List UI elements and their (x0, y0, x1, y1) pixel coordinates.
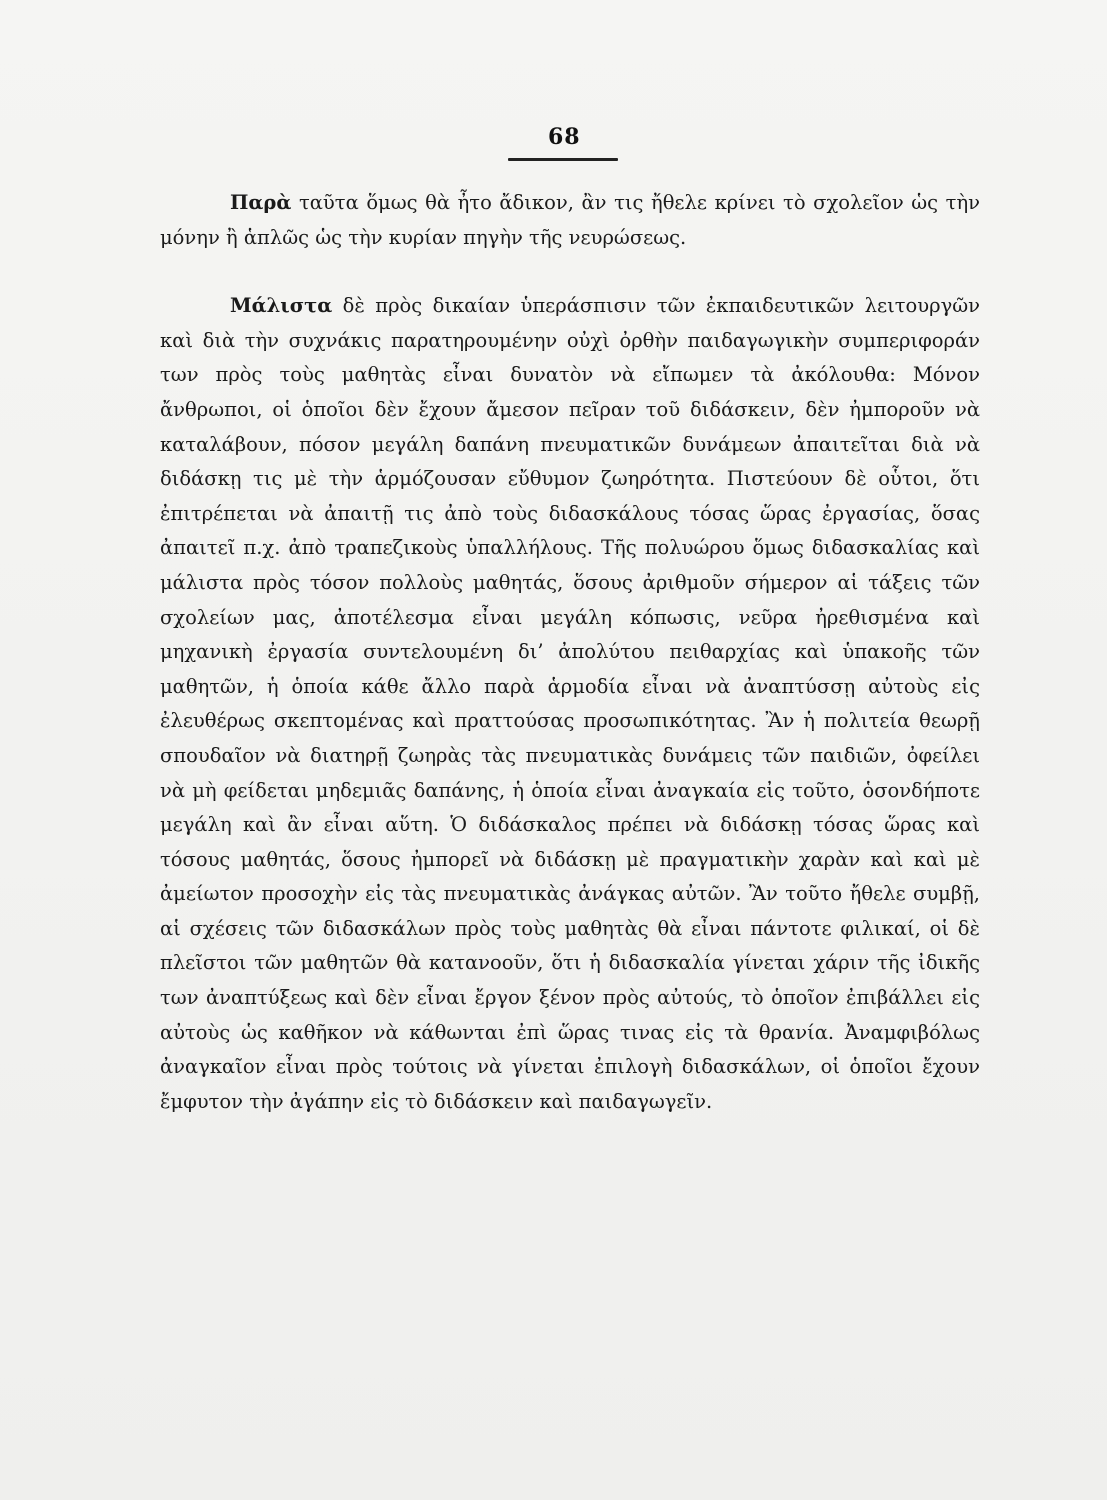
page-header (0, 110, 1107, 170)
paragraph-1 (160, 186, 980, 255)
paragraph-2 (160, 289, 980, 1119)
body-text (160, 186, 980, 1119)
paragraph-2-text: δὲ πρὸς δικαίαν ὑπεράσπισιν τῶν ἐκπαιδευτικῶν λειτουργῶν καὶ διὰ τὴν συχνάκις παρατηρουμένην οὐχὶ ὀρθὴν παιδαγωγικὴν συμπεριφοράν των πρὸς τοὺς μαθητὰς εἶναι δυνατὸν νὰ εἴπωμεν τὰ ἀκόλουθα: Μόνον ἄνθρωποι, οἱ ὁποῖοι δὲν ἔχουν ἄμεσον πεῖραν τοῦ διδάσκειν, δὲν ἠμποροῦν νὰ καταλάβουν, πόσον μεγάλη δαπάνη πνευματικῶν δυνάμεων ἀπαιτεῖται διὰ νὰ διδάσκῃ τις μὲ τὴν ἁρμόζουσαν εὔθυμον ζωηρότητα. Πιστεύουν δὲ οὗτοι, ὅτι ἐπιτρέπεται νὰ ἀπαιτῇ τις ἀπὸ τοὺς διδασκάλους τόσας ὥρας ἐργασίας, ὅσας ἀπαιτεῖ π.χ. ἀπὸ τραπεζικοὺς ὑπαλλήλους. Τῆς πολυώρου ὅμως διδασκαλίας καὶ μάλιστα πρὸς τόσον πολλοὺς μαθητάς, ὅσους ἀριθμοῦν σήμερον αἱ τάξεις τῶν σχολείων μας, ἀποτέλεσμα εἶναι μεγάλη κόπωσις, νεῦρα ἠρεθισμένα καὶ μηχανικὴ ἐργασία συντελουμένη δι’ ἀπολύτου πειθαρχίας καὶ ὑπακοῆς τῶν μαθητῶν, ἡ ὁποία κάθε ἄλλο παρὰ ἁρμοδία εἶναι νὰ ἀναπτύσσῃ αὐτοὺς εἰς ἐλευθέρως σκεπτομένας καὶ πραττούσας προσωπικότητας. Ἂν ἡ πολιτεία θεωρῇ σπουδαῖον νὰ διατηρῇ ζωηρὰς τὰς πνευματικὰς δυνάμεις τῶν παιδιῶν, ὀφείλει νὰ μὴ φείδεται μηδεμιᾶς δαπάνης, ἡ ὁποία εἶναι ἀναγκαία εἰς τοῦτο, ὁσονδήποτε μεγάλη καὶ ἂν εἶναι αὕτη. Ὁ διδάσκαλος πρέπει νὰ διδάσκῃ τόσας ὥρας καὶ τόσους μαθητάς, ὅσους ἠμπορεῖ νὰ διδάσκῃ μὲ πραγματικὴν χαρὰν καὶ καὶ μὲ ἀμείωτον προσοχὴν εἰς τὰς πνευματικὰς ἀνάγκας αὐτῶν. Ἂν τοῦτο ἤθελε συμβῇ, αἱ σχέσεις τῶν διδασκάλων πρὸς τοὺς μαθητὰς θὰ εἶναι πάντοτε φιλικαί, οἱ δὲ πλεῖστοι τῶν μαθητῶν θὰ κατανοοῦν, ὅτι ἡ διδασκαλία γίνεται χάριν τῆς ἰδικῆς των ἀναπτύξεως καὶ δὲν εἶναι ἔργον ξένον πρὸς αὐτούς, τὸ ὁποῖον ἐπιβάλλει εἰς αὐτοὺς ὡς καθῆκον νὰ κάθωνται ἐπὶ ὥρας τινας εἰς τὰ θρανία. Ἀναμφιβόλως ἀναγκαῖον εἶναι πρὸς τούτοις νὰ γίνεται ἐπιλογὴ διδασκάλων, οἱ ὁποῖοι ἔχουν ἔμφυτον τὴν ἀγάπην εἰς τὸ διδάσκειν καὶ παιδαγωγεῖν. (160, 294, 980, 1113)
paragraph-1-lead: Παρὰ (230, 191, 292, 214)
paragraph-2-lead: Μάλιστα (230, 294, 333, 318)
header-rule (508, 158, 618, 161)
page-number: 68 (548, 124, 581, 150)
paragraph-1-text: ταῦτα ὅμως θὰ ἦτο ἄδικον, ἂν τις ἤθελε κρίνει τὸ σχολεῖον ὡς τὴν μόνην ἢ ἁπλῶς ὡς τὴν κυρίαν πηγὴν τῆς νευρώσεως. (160, 191, 980, 249)
